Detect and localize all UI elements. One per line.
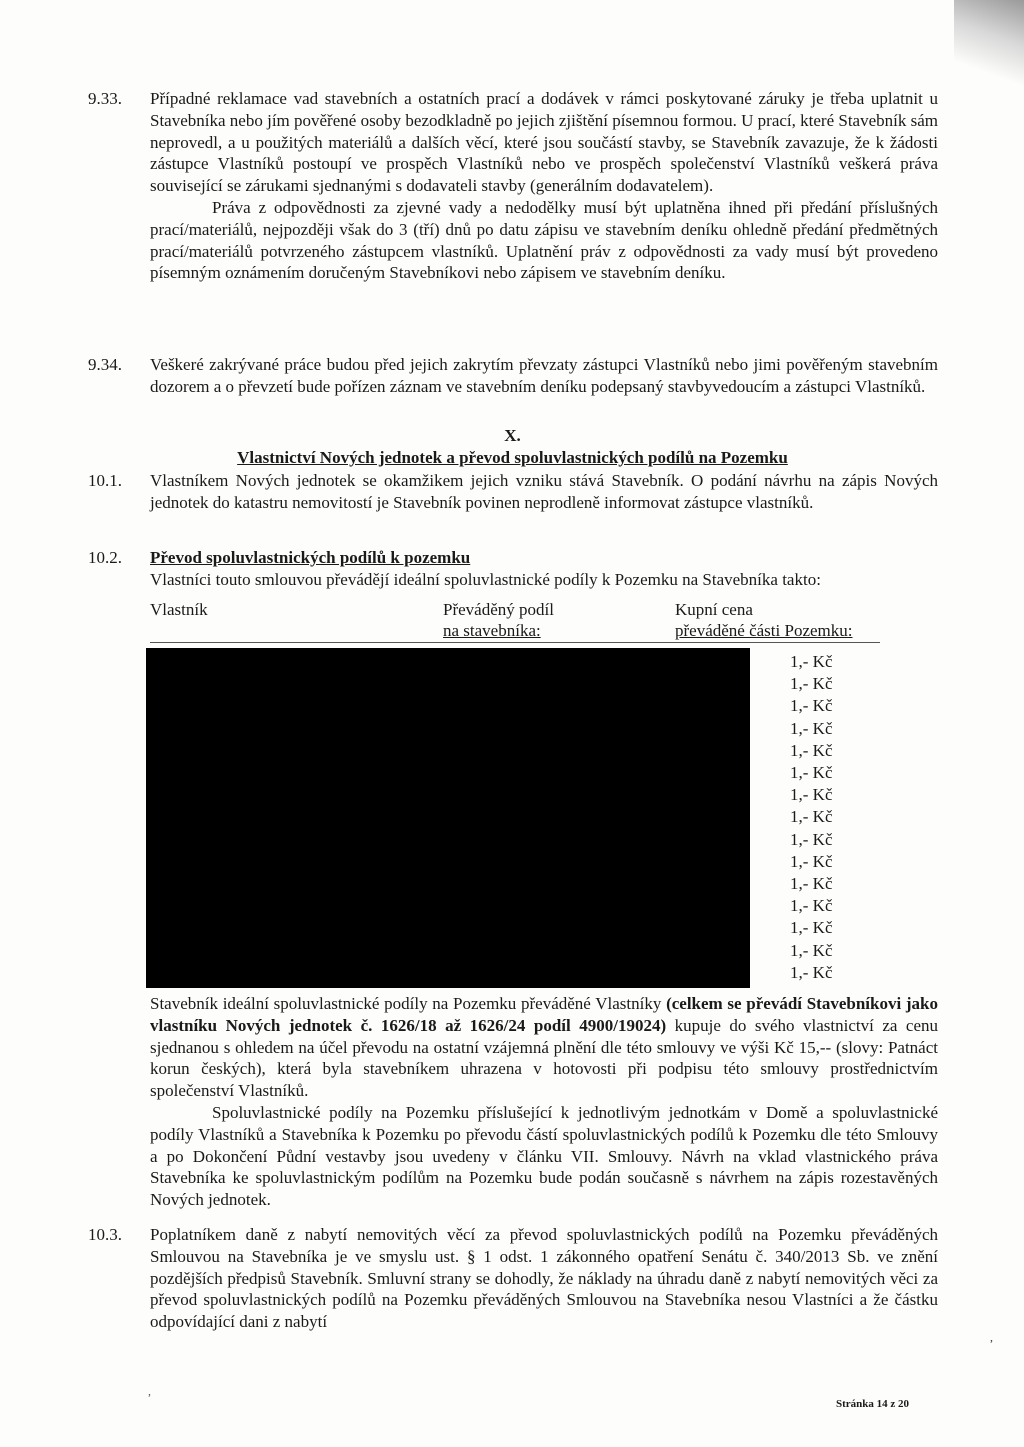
section-intro: Vlastníci touto smlouvou převádějí ideální spoluvlastnické podíly k Pozemku na Stavebníka takto: xyxy=(150,569,821,589)
section-paragraph: Případné reklamace vad stavebních a ostatních prací a dodávek v rámci poskytované záruky je třeba uplatnit u Stavebníka nebo jím pověřené osoby bezodkladně po jejich zjištění písemnou formou. U prací, které Stavebník sám neprovedl, a u použitých materiálů a dalších věcí, které jsou součástí stavby, se Stavebník zavazuje, že k žádosti zástupce Vlastníků postoupí ve prospěch Vlastníků nebo ve prospěch společenství Vlastníků veškerá práva související se zárukami sjednanými s dodavateli stavby (generálním dodavatelem). xyxy=(150,89,938,196)
article-number: X. xyxy=(504,426,521,445)
price-value: 1,- Kč xyxy=(790,718,833,738)
section-10-3 xyxy=(88,1224,938,1333)
price-value: 1,- Kč xyxy=(790,763,833,783)
price-value: 1,- Kč xyxy=(790,851,833,871)
column-header-price-line2: převáděné části Pozemku: xyxy=(675,621,853,640)
section-paragraph xyxy=(150,993,938,1102)
section-number: 10.1. xyxy=(88,471,122,490)
price-value: 1,- Kč xyxy=(790,785,833,805)
section-10-2-continued xyxy=(88,993,938,1211)
column-header-share-line1: Převáděný podíl xyxy=(443,600,554,619)
article-title: Vlastnictví Nových jednotek a převod spoluvlastnických podílů na Pozemku xyxy=(237,448,788,467)
price-column xyxy=(790,651,860,984)
column-header-share xyxy=(443,599,554,641)
price-value: 1,- Kč xyxy=(790,940,833,960)
scan-mark: , xyxy=(990,1330,993,1344)
section-9-33 xyxy=(88,88,938,284)
column-header-price-line1: Kupní cena xyxy=(675,600,753,619)
section-number: 10.2. xyxy=(88,548,122,567)
section-number: 9.34. xyxy=(88,355,122,374)
table-rule xyxy=(150,642,880,643)
section-paragraph: Veškeré zakrývané práce budou před jejich zakrytím převzaty zástupci Vlastníků nebo jimi pověřeným stavebním dozorem a o převzetí bude pořízen záznam ve stavebním deníku podepsaný stavbyvedoucím a zástupci Vlastníků. xyxy=(150,355,938,396)
price-value: 1,- Kč xyxy=(790,918,833,938)
section-title: Převod spoluvlastnických podílů k pozemku xyxy=(150,548,471,567)
price-value: 1,- Kč xyxy=(790,696,833,716)
price-value: 1,- Kč xyxy=(790,807,833,827)
scan-mark: , xyxy=(148,1384,151,1398)
column-header-owner: Vlastník xyxy=(150,600,208,619)
section-paragraph: Spoluvlastnické podíly na Pozemku příslušející k jednotlivým jednotkám v Domě a spoluvlastnické podíly Vlastníků a Stavebníka k Pozemku po převodu částí spoluvlastnických podílů k Pozemku dle této Smlouvy a po Dokončení Půdní vestavby jsou uvedeny v článku VII. Smlouvy. Návrh na vklad vlastnického práva Stavebníka ke spoluvlastnickým podílům na Pozemku bude podán současně s návrhem na zápis rozestavěných Nových jednotek. xyxy=(150,1102,938,1210)
section-9-34 xyxy=(88,354,938,398)
section-number: 9.33. xyxy=(88,89,122,108)
column-header-share-line2: na stavebníka: xyxy=(443,621,541,640)
price-value: 1,- Kč xyxy=(790,896,833,916)
paragraph-bold-text: (celkem se převádí Stavebníkovi jako vlastníku Nových jednotek č. 1626/18 až 1626/24 podíl 4900/19024) xyxy=(150,994,938,1035)
price-value: 1,- Kč xyxy=(790,740,833,760)
section-number: 10.3. xyxy=(88,1225,122,1244)
section-paragraph: Práva z odpovědnosti za zjevné vady a nedodělky musí být uplatněna ihned při předání příslušných prací/materiálů, nejpozději však do 3 (tří) dnů po datu zápisu ve stavebním deníku ohledně předání předmětných prací/materiálů potvrzeného zástupcem vlastníků. Uplatnění práv z odpovědnosti za vady musí být provedeno písemným oznámením doručeným Stavebníkovi nebo zápisem ve stavebním deníku. xyxy=(150,197,938,283)
price-value: 1,- Kč xyxy=(790,874,833,894)
section-paragraph: Vlastníkem Nových jednotek se okamžikem jejich vzniku stává Stavebník. O podání návrhu na zápis Nových jednotek do katastru nemovitostí je Stavebník povinen neprodleně informovat zástupce vlastníků. xyxy=(150,471,938,512)
section-10-2 xyxy=(88,547,938,591)
column-header-price xyxy=(675,599,853,641)
section-10-1 xyxy=(88,470,938,514)
page-number: Stránka 14 z 20 xyxy=(836,1398,910,1410)
price-value: 1,- Kč xyxy=(790,652,833,671)
paragraph-text: kupuje do svého vlastnictví za cenu sjednanou s ohledem na účel převodu na ostatní vzájemná plnění dle této smlouvy ve výši Kč 15,-- (slovy: Patnáct korun českých), která byla stavebníkem uhrazena v hotovosti při podpisu této smlouvy prostřednictvím společenství Vlastníků. xyxy=(150,1015,938,1101)
paragraph-text: Stavebník ideální spoluvlastnické podíly na Pozemku převáděné Vlastníky xyxy=(150,994,667,1013)
price-value: 1,- Kč xyxy=(790,674,833,694)
price-value: 1,- Kč xyxy=(790,829,833,849)
section-paragraph: Poplatníkem daně z nabytí nemovitých věcí za převod spoluvlastnických podílů na Pozemku převáděných Smlouvou na Stavebníka je ve smyslu ust. § 1 odst. 1 zákonného opatření Senátu č. 340/2013 Sb. ve znění pozdějších předpisů Stavebník. Smluvní strany se dohodly, že náklady na úhradu daně z nabytí nemovitých věci za převod spoluvlastnických podílů na Pozemku převáděných Smlouvou na Stavebníka nesou Vlastníci a že částku odpovídající dani z nabytí xyxy=(150,1225,938,1332)
price-value: 1,- Kč xyxy=(790,962,833,982)
redacted-block xyxy=(146,648,750,988)
